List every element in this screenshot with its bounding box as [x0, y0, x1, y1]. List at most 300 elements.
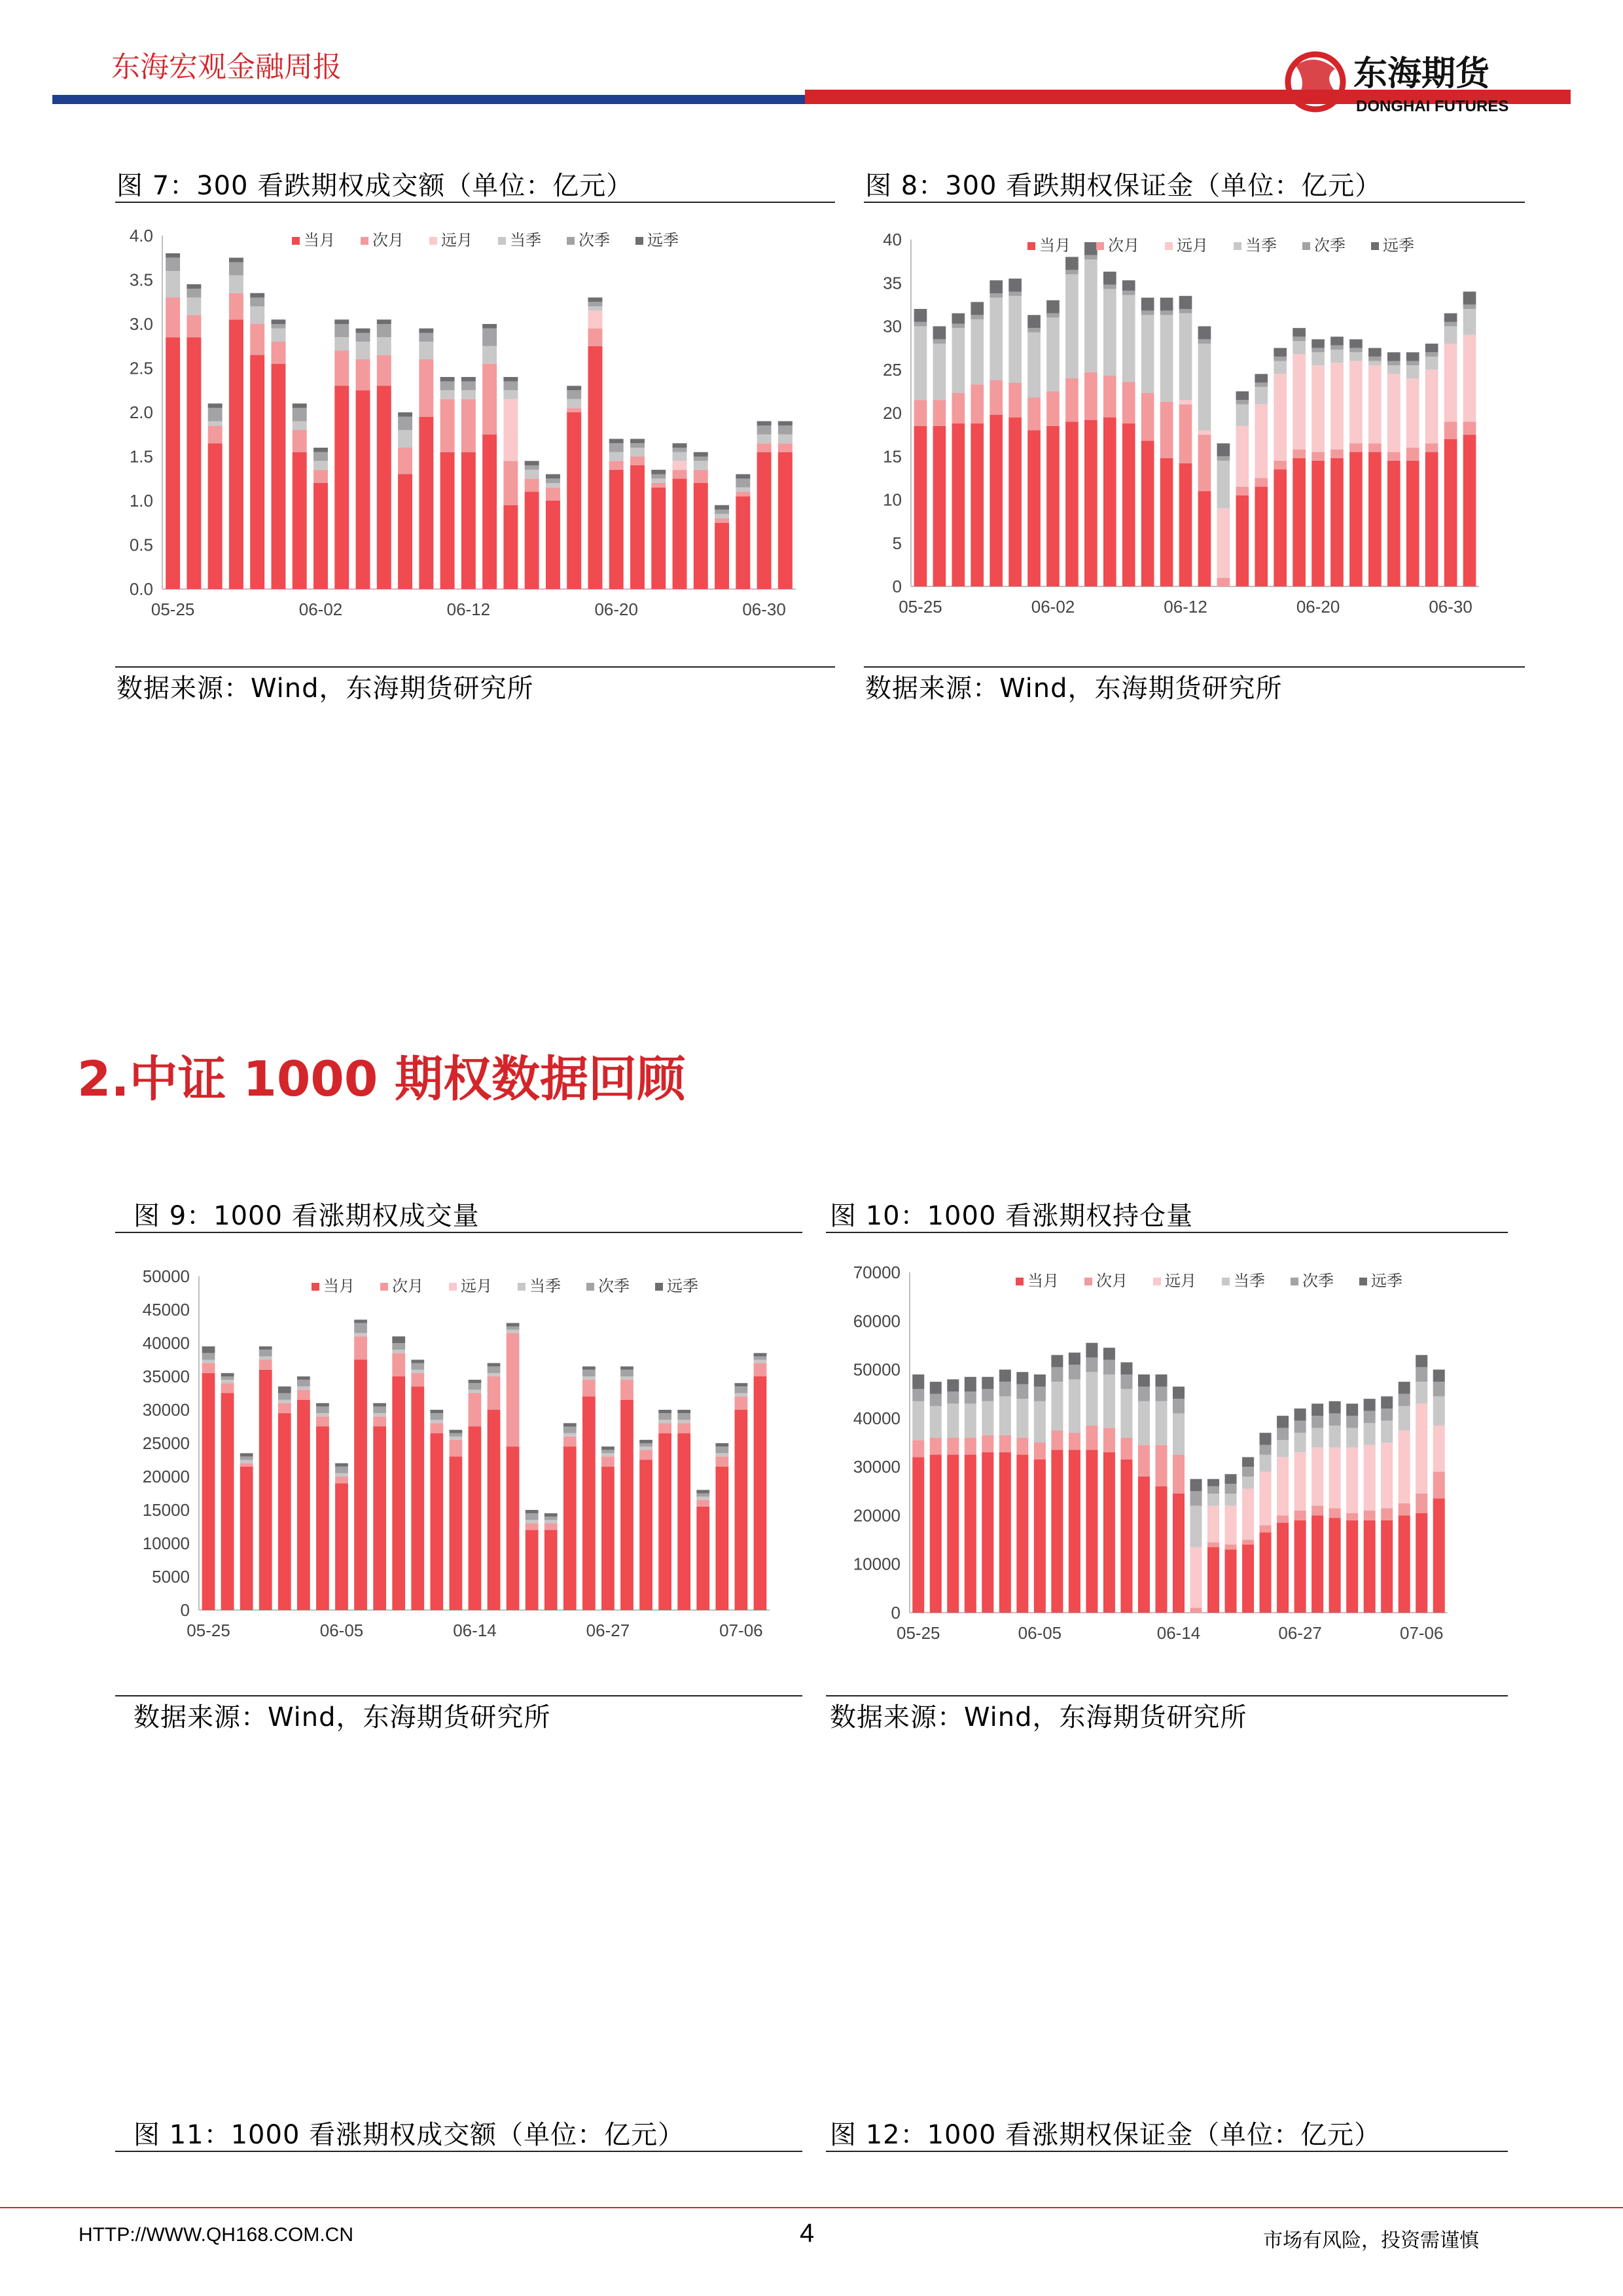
bar-segment-6: [1381, 1396, 1393, 1408]
bar-segment-2: [221, 1383, 234, 1393]
bar-segment-5: [651, 475, 666, 479]
fig8-title: 图 8：300 看跌期权保证金（单位：亿元）: [865, 171, 1382, 201]
bar-segment-3: [1346, 1447, 1358, 1513]
bar-segment-5: [482, 329, 497, 346]
legend-label: 远季: [1371, 1272, 1402, 1290]
bar-segment-1: [440, 452, 455, 589]
bar-segment-1: [694, 483, 708, 589]
bar-segment-2: [229, 293, 243, 320]
bar-segment-5: [297, 1380, 310, 1386]
bar-segment-3: [673, 461, 687, 470]
bar-segment-5: [1138, 1387, 1150, 1401]
bar-segment-2: [187, 315, 201, 338]
legend-label: 当月: [1027, 1272, 1059, 1290]
bar-segment-1: [1293, 458, 1306, 586]
bar-segment-5: [356, 333, 370, 342]
fig9-title: 图 9：1000 看涨期权成交量: [134, 1201, 480, 1231]
bar-segment-3: [1236, 426, 1249, 487]
bar-segment-5: [1277, 1428, 1289, 1441]
bar-segment-1: [1225, 1549, 1237, 1613]
bar-segment-6: [1120, 1362, 1132, 1374]
bar-segment-3: [1207, 1506, 1219, 1543]
bar-segment-5: [601, 1450, 615, 1453]
bar-segment-1: [971, 423, 984, 586]
bar-segment-1: [1425, 452, 1438, 586]
bar-segment-1: [1330, 458, 1344, 586]
legend-label: 当月: [1039, 236, 1071, 255]
bar-segment-2: [398, 448, 412, 475]
bar-segment-1: [488, 1410, 501, 1610]
bar-segment-1: [377, 386, 391, 590]
bar-segment-4: [914, 327, 927, 401]
bar-segment-5: [419, 333, 433, 342]
bar-segment-2: [1416, 1494, 1427, 1513]
legend-label: 次月: [1096, 1272, 1128, 1290]
bar-segment-4: [582, 1376, 596, 1380]
bar-segment-1: [1416, 1513, 1427, 1613]
bar-segment-6: [1399, 1382, 1410, 1394]
bar-segment-6: [544, 1513, 558, 1516]
bar-segment-3: [1311, 1447, 1323, 1505]
bar-segment-4: [639, 1446, 652, 1450]
bar-segment-6: [1065, 257, 1079, 270]
bar-segment-2: [271, 342, 285, 364]
legend-swatch: [292, 237, 300, 245]
bar-segment-6: [1103, 1348, 1115, 1360]
bar-segment-1: [1260, 1532, 1272, 1613]
bar-segment-5: [1364, 1411, 1376, 1424]
x-tick-label: 06-20: [594, 600, 638, 619]
bar-segment-1: [630, 465, 645, 589]
x-tick-label: 05-25: [151, 600, 195, 619]
bar-segment-1: [1179, 463, 1192, 586]
bar-segment-2: [278, 1403, 291, 1413]
bar-segment-6: [735, 1383, 748, 1386]
y-tick-label: 1.5: [129, 446, 153, 467]
bar-segment-1: [450, 1456, 463, 1610]
bar-segment-3: [1399, 1430, 1410, 1503]
bar-segment-4: [1008, 296, 1022, 383]
bar-segment-5: [563, 1427, 577, 1433]
bar-segment-1: [1103, 1452, 1115, 1613]
bar-segment-2: [482, 364, 497, 435]
bar-segment-1: [952, 423, 965, 586]
bar-segment-3: [1433, 1426, 1445, 1472]
bar-segment-6: [990, 280, 1003, 293]
bar-segment-1: [259, 1370, 272, 1610]
fig12-title-rule: [826, 2151, 1508, 2152]
bar-segment-5: [1120, 1374, 1132, 1389]
bar-segment-5: [620, 1370, 633, 1376]
bar-segment-3: [1255, 404, 1268, 478]
bar-segment-5: [208, 408, 223, 421]
fig9-chart: [115, 1238, 802, 1693]
bar-segment-4: [1160, 315, 1173, 402]
bar-segment-6: [1387, 352, 1400, 361]
bar-segment-6: [609, 439, 624, 444]
bar-segment-6: [525, 461, 539, 465]
bar-segment-1: [965, 1455, 976, 1613]
bar-segment-5: [1069, 1365, 1080, 1379]
bar-segment-4: [1190, 1506, 1202, 1547]
bar-segment-4: [250, 306, 264, 324]
bar-segment-4: [1198, 344, 1211, 431]
bar-segment-1: [947, 1455, 959, 1613]
bar-segment-4: [1274, 361, 1287, 374]
bar-segment-6: [1046, 300, 1060, 314]
bar-segment-4: [1120, 1389, 1132, 1437]
bar-segment-2: [313, 470, 328, 483]
bar-segment-1: [651, 488, 666, 589]
bar-segment-1: [658, 1433, 671, 1610]
bar-segment-4: [757, 435, 772, 444]
y-tick-label: 25000: [142, 1433, 190, 1453]
bar-segment-6: [1217, 443, 1230, 456]
legend-label: 次季: [598, 1277, 630, 1295]
bar-segment-2: [715, 1456, 728, 1466]
bar-segment-3: [588, 311, 602, 329]
bar-segment-2: [1084, 372, 1097, 420]
bar-segment-1: [240, 1467, 253, 1610]
bar-segment-3: [1387, 374, 1400, 452]
bar-segment-4: [933, 344, 946, 400]
bar-segment-4: [1387, 365, 1400, 374]
bar-segment-3: [1364, 1445, 1376, 1511]
bar-segment-5: [715, 510, 729, 514]
bar-segment-2: [316, 1416, 329, 1426]
bar-segment-6: [582, 1367, 596, 1370]
bar-segment-2: [297, 1390, 310, 1399]
bar-segment-2: [965, 1438, 976, 1455]
bar-segment-1: [567, 412, 581, 589]
bar-segment-5: [930, 1394, 942, 1407]
bar-segment-6: [1255, 374, 1268, 382]
bar-segment-1: [187, 337, 201, 589]
bar-segment-4: [1364, 1423, 1376, 1444]
footer-rule: [0, 2207, 1623, 2208]
bar-segment-1: [1364, 1520, 1376, 1613]
bar-segment-5: [982, 1389, 993, 1401]
bar-segment-4: [715, 1453, 728, 1456]
bar-segment-6: [694, 452, 708, 457]
x-tick-label: 07-06: [1399, 1623, 1444, 1643]
bar-segment-1: [1016, 1455, 1028, 1613]
y-tick-label: 15: [883, 446, 902, 467]
x-tick-label: 06-02: [1031, 597, 1075, 617]
bar-segment-2: [335, 1477, 348, 1483]
bar-segment-6: [930, 1382, 942, 1394]
bar-segment-5: [1160, 311, 1173, 315]
bar-segment-4: [1179, 314, 1192, 401]
bar-segment-1: [930, 1455, 942, 1613]
bar-segment-4: [316, 1413, 329, 1416]
bar-segment-4: [1016, 1399, 1028, 1437]
bar-segment-6: [1141, 298, 1154, 311]
bar-segment-3: [1294, 1452, 1306, 1511]
bar-segment-1: [1236, 495, 1249, 586]
bar-segment-6: [933, 327, 946, 340]
legend-swatch: [1234, 242, 1241, 250]
bar-segment-1: [544, 1530, 558, 1610]
x-tick-label: 06-14: [1156, 1623, 1201, 1643]
bar-segment-4: [563, 1433, 577, 1437]
bar-segment-4: [1255, 387, 1268, 404]
bar-segment-6: [354, 1319, 367, 1323]
bar-segment-6: [1008, 279, 1022, 292]
bar-segment-1: [373, 1427, 386, 1611]
y-tick-label: 10: [883, 490, 902, 510]
bar-segment-5: [546, 478, 560, 483]
bar-segment-2: [736, 492, 750, 497]
bar-segment-5: [1463, 304, 1476, 309]
fig10-title: 图 10：1000 看涨期权持仓量: [830, 1201, 1194, 1231]
y-tick-label: 0: [891, 1603, 901, 1623]
bar-segment-5: [999, 1382, 1011, 1396]
y-tick-label: 60000: [853, 1311, 901, 1331]
bar-segment-1: [1255, 487, 1268, 586]
fig7-source: 数据来源：Wind，东海期货研究所: [116, 673, 534, 704]
bar-segment-5: [567, 390, 581, 399]
bar-segment-4: [1084, 259, 1097, 372]
bar-segment-4: [1034, 1401, 1046, 1443]
bar-segment-1: [639, 1460, 652, 1611]
bar-segment-5: [1065, 270, 1079, 274]
bar-segment-5: [525, 465, 539, 470]
bar-segment-2: [334, 351, 349, 386]
bar-segment-2: [356, 359, 370, 390]
legend-label: 次月: [372, 231, 404, 249]
bar-segment-4: [503, 390, 518, 399]
bar-segment-4: [1138, 1401, 1150, 1445]
bar-segment-6: [754, 1353, 767, 1356]
bar-segment-6: [271, 319, 285, 324]
legend-swatch: [567, 237, 575, 245]
bar-segment-4: [1141, 315, 1154, 393]
bar-segment-6: [1027, 315, 1041, 328]
bar-segment-4: [965, 1404, 976, 1438]
bar-segment-5: [1399, 1394, 1410, 1407]
bar-segment-3: [1198, 431, 1211, 435]
bar-segment-2: [757, 443, 772, 452]
bar-segment-6: [1277, 1416, 1289, 1428]
bar-segment-4: [1399, 1406, 1410, 1430]
bar-segment-4: [990, 298, 1003, 380]
y-tick-label: 40000: [853, 1408, 901, 1428]
bar-segment-2: [990, 380, 1003, 415]
risk-disclaimer: 市场有风险，投资需谨慎: [1263, 2229, 1479, 2252]
bar-segment-2: [1425, 443, 1438, 452]
bar-segment-4: [651, 478, 666, 483]
bar-segment-6: [1155, 1374, 1167, 1387]
bar-segment-3: [1349, 361, 1363, 444]
bar-segment-2: [1225, 1545, 1237, 1549]
bar-segment-2: [1381, 1508, 1393, 1520]
bar-segment-2: [1444, 422, 1457, 439]
bar-segment-2: [166, 298, 180, 338]
bar-segment-1: [1034, 1460, 1046, 1613]
bar-segment-2: [1260, 1525, 1272, 1532]
bar-segment-6: [259, 1346, 272, 1350]
legend-label: 当季: [1245, 236, 1277, 255]
bar-segment-4: [271, 329, 285, 342]
bar-segment-1: [293, 452, 307, 589]
bar-segment-5: [1330, 346, 1344, 350]
fig9-source: 数据来源：Wind，东海期货研究所: [134, 1702, 551, 1732]
bar-segment-4: [430, 1420, 443, 1423]
bar-segment-1: [1399, 1515, 1410, 1613]
fig8-chart: [864, 208, 1525, 666]
bar-segment-4: [567, 399, 581, 408]
bar-segment-6: [1016, 1372, 1028, 1384]
bar-segment-4: [982, 1401, 993, 1435]
bar-segment-1: [601, 1467, 615, 1610]
bar-segment-5: [1425, 352, 1438, 357]
bar-segment-4: [1293, 341, 1306, 354]
bar-segment-2: [411, 1373, 424, 1386]
y-tick-label: 0.5: [129, 535, 153, 555]
y-tick-label: 5000: [152, 1567, 190, 1587]
bar-segment-1: [250, 355, 264, 589]
bar-segment-6: [1311, 339, 1325, 348]
bar-segment-1: [1008, 418, 1022, 586]
bar-segment-5: [1016, 1384, 1028, 1399]
bar-segment-6: [1406, 352, 1419, 361]
bar-segment-3: [1274, 374, 1287, 461]
bar-segment-6: [488, 1363, 501, 1367]
bar-segment-2: [1349, 443, 1363, 452]
bar-segment-1: [229, 319, 243, 589]
legend-label: 当月: [304, 231, 335, 249]
bar-segment-3: [1225, 1506, 1237, 1545]
bar-segment-2: [392, 1353, 405, 1376]
x-tick-label: 06-27: [1278, 1623, 1322, 1643]
legend-label: 次季: [579, 231, 610, 249]
bar-segment-2: [259, 1360, 272, 1370]
bar-segment-2: [1277, 1515, 1289, 1522]
bar-segment-1: [1433, 1498, 1445, 1613]
bar-segment-2: [999, 1435, 1011, 1452]
bar-segment-6: [588, 298, 602, 302]
bar-segment-6: [947, 1379, 959, 1391]
bar-segment-4: [166, 271, 180, 298]
fig10-source: 数据来源：Wind，东海期货研究所: [830, 1702, 1247, 1732]
bar-segment-4: [334, 337, 349, 350]
bar-segment-1: [202, 1373, 215, 1610]
bar-segment-4: [240, 1460, 253, 1463]
bar-segment-5: [736, 478, 750, 488]
bar-segment-6: [1433, 1370, 1445, 1382]
bar-segment-6: [639, 1440, 652, 1443]
bar-segment-4: [202, 1360, 215, 1363]
bar-segment-1: [1274, 469, 1287, 586]
bar-segment-6: [677, 1410, 690, 1413]
bar-segment-5: [1225, 1484, 1237, 1494]
bar-segment-2: [620, 1380, 633, 1400]
y-tick-label: 30000: [142, 1400, 190, 1420]
bar-segment-2: [588, 329, 602, 346]
fig11-title: 图 11：1000 看涨期权成交额（单位：亿元）: [134, 2120, 685, 2150]
bar-segment-6: [630, 439, 645, 444]
bar-segment-2: [1274, 461, 1287, 469]
bar-segment-6: [335, 1463, 348, 1467]
bar-segment-5: [202, 1353, 215, 1359]
bar-segment-6: [440, 377, 455, 382]
bar-segment-6: [240, 1453, 253, 1456]
bar-segment-1: [1311, 1515, 1323, 1613]
bar-segment-2: [778, 443, 793, 452]
bar-segment-6: [461, 377, 476, 382]
bar-segment-1: [525, 492, 539, 590]
bar-segment-4: [1155, 1401, 1167, 1445]
bar-segment-1: [221, 1393, 234, 1611]
bar-segment-6: [1416, 1355, 1427, 1367]
bar-segment-5: [440, 382, 455, 391]
bar-segment-1: [334, 386, 349, 590]
bar-segment-5: [630, 443, 645, 448]
legend-swatch: [312, 1283, 319, 1291]
bar-segment-2: [914, 400, 927, 426]
bar-segment-3: [503, 399, 518, 461]
bar-segment-6: [221, 1373, 234, 1376]
footer-url[interactable]: HTTP://WWW.QH168.COM.CN: [79, 2224, 353, 2246]
bar-segment-2: [567, 408, 581, 412]
bar-segment-5: [1051, 1367, 1063, 1382]
bar-segment-1: [912, 1457, 924, 1613]
x-tick-label: 06-12: [1164, 597, 1207, 617]
bar-segment-1: [563, 1446, 577, 1610]
bar-segment-4: [398, 430, 412, 448]
legend-swatch: [635, 237, 643, 245]
bar-segment-4: [507, 1330, 520, 1333]
legend-swatch: [1153, 1278, 1161, 1285]
bar-segment-6: [398, 412, 412, 417]
bar-segment-2: [503, 461, 518, 505]
legend-swatch: [361, 237, 368, 245]
bar-segment-5: [1190, 1491, 1202, 1505]
bar-segment-2: [1293, 450, 1306, 458]
bar-segment-5: [526, 1513, 539, 1520]
bar-segment-6: [356, 329, 370, 333]
bar-segment-4: [1207, 1494, 1219, 1506]
x-tick-label: 05-25: [187, 1621, 230, 1640]
bar-segment-1: [278, 1413, 291, 1610]
bar-segment-5: [411, 1363, 424, 1370]
bar-segment-5: [1103, 285, 1116, 289]
bar-segment-5: [965, 1391, 976, 1404]
bar-segment-1: [1069, 1450, 1080, 1613]
bar-segment-4: [293, 422, 307, 431]
bar-segment-4: [377, 337, 391, 355]
bar-segment-5: [354, 1323, 367, 1333]
bar-segment-1: [1311, 461, 1325, 586]
legend-swatch: [1222, 1278, 1230, 1285]
bar-segment-5: [1274, 357, 1287, 361]
bar-segment-4: [187, 298, 201, 315]
bar-segment-2: [651, 483, 666, 488]
bar-segment-1: [1294, 1520, 1306, 1613]
bar-segment-6: [736, 475, 750, 479]
legend-label: 远季: [1383, 236, 1414, 255]
legend-swatch: [655, 1283, 663, 1291]
bar-segment-2: [673, 470, 687, 479]
bar-segment-5: [278, 1393, 291, 1400]
bar-segment-1: [914, 426, 927, 586]
bar-segment-4: [482, 346, 497, 364]
bar-segment-5: [392, 1343, 405, 1350]
bar-segment-6: [1364, 1399, 1376, 1411]
bar-segment-5: [1242, 1467, 1254, 1477]
bar-segment-4: [1225, 1494, 1237, 1506]
